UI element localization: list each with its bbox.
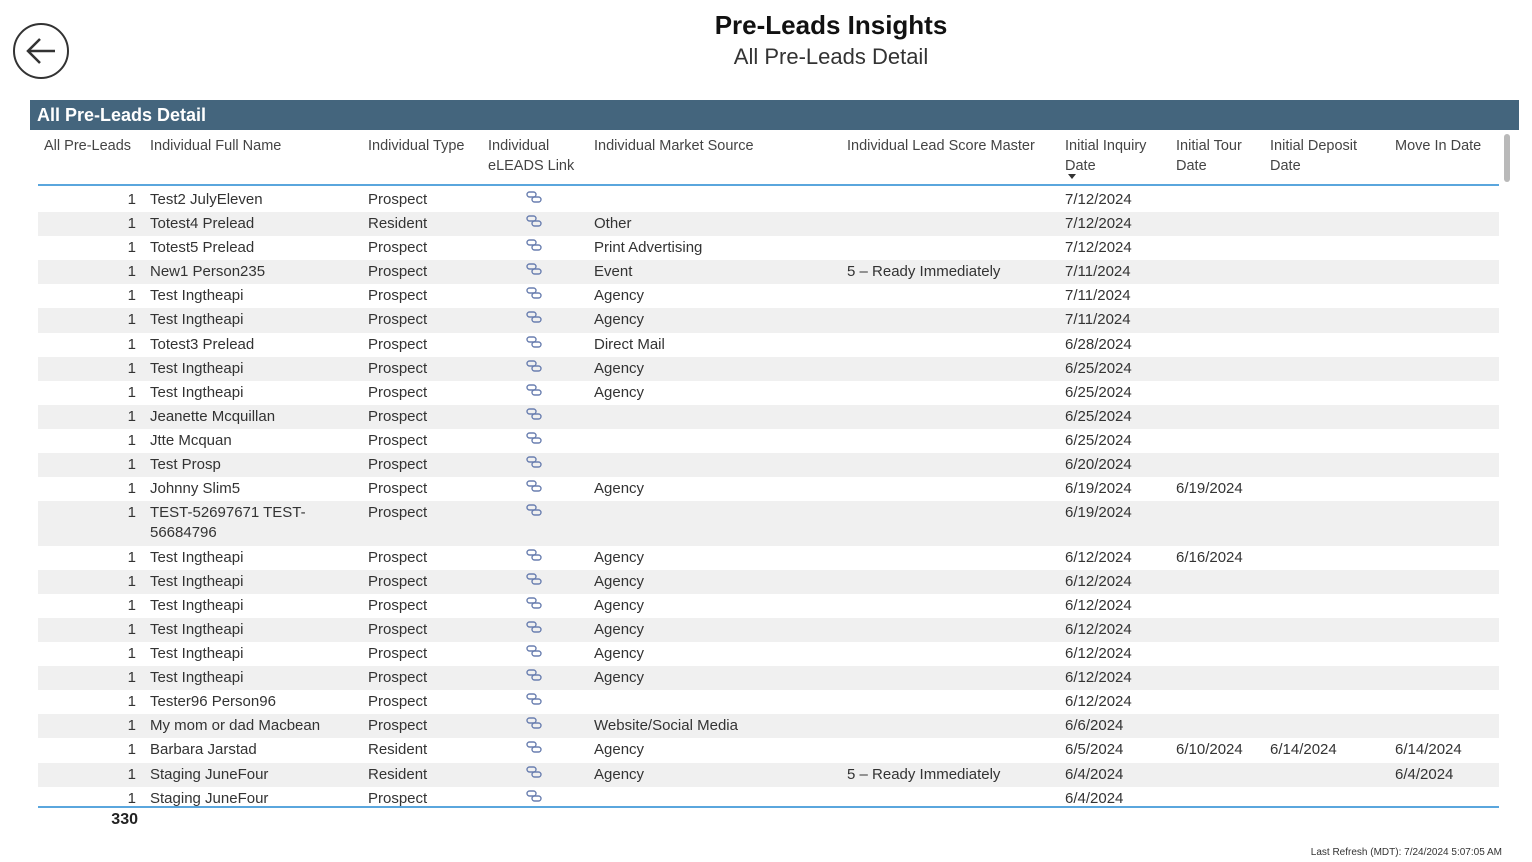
cell-lead-score: 5 – Ready Immediately	[847, 765, 1001, 783]
cell-count: 1	[127, 504, 136, 522]
table-row[interactable]	[38, 333, 1499, 357]
table-row[interactable]	[38, 618, 1499, 642]
cell-inquiry-date: 6/12/2024	[1065, 621, 1132, 638]
eleads-link-icon[interactable]	[526, 620, 542, 640]
eleads-link-icon[interactable]	[526, 668, 542, 688]
column-header-individual-type[interactable]: Individual Type	[368, 138, 465, 154]
cell-inquiry-date: 7/12/2024	[1065, 239, 1132, 257]
cell-inquiry-date: 6/12/2024	[1065, 596, 1132, 614]
page-title: Pre-Leads Insights	[714, 10, 948, 40]
table-row[interactable]	[38, 357, 1499, 381]
cell-individual-type: Prospect	[368, 621, 428, 638]
cell-tour-date: 6/10/2024	[1176, 741, 1243, 759]
cell-count: 1	[127, 431, 136, 449]
cell-market-source: Website/Social Media	[594, 717, 738, 735]
cell-count: 1	[127, 693, 136, 711]
cell-inquiry-date: 6/25/2024	[1065, 407, 1132, 425]
cell-individual-type: Prospect	[368, 407, 428, 425]
eleads-link-icon[interactable]	[526, 214, 542, 234]
cell-individual-type: Prospect	[368, 480, 428, 498]
cell-inquiry-date: 6/12/2024	[1065, 548, 1132, 566]
cell-inquiry-date: 6/6/2024	[1065, 717, 1124, 735]
eleads-link-icon[interactable]	[526, 431, 542, 451]
table-row[interactable]	[38, 787, 1499, 806]
cell-individual-type: Prospect	[368, 191, 428, 208]
cell-market-source: Agency	[594, 669, 645, 687]
page-subtitle: All Pre-Leads Detail	[733, 44, 929, 69]
cell-market-source: Other	[594, 215, 632, 233]
cell-market-source: Print Advertising	[594, 239, 703, 257]
table-column-headers	[38, 132, 1499, 186]
cell-full-name: Test Ingtheapi	[150, 645, 244, 663]
total-count: 330	[111, 811, 138, 828]
cell-full-name: Tester96 Person96	[150, 693, 276, 711]
column-header-eleads-link[interactable]: Individual eLEADS Link	[488, 138, 575, 174]
cell-market-source: Agency	[594, 383, 645, 401]
eleads-link-icon[interactable]	[526, 503, 542, 523]
cell-full-name: Test Ingtheapi	[150, 548, 244, 566]
cell-individual-type: Resident	[368, 741, 428, 759]
cell-individual-type: Prospect	[368, 359, 428, 377]
eleads-link-icon[interactable]	[526, 238, 542, 258]
cell-market-source: Agency	[594, 287, 645, 305]
cell-full-name: Totest5 Prelead	[150, 239, 255, 257]
cell-full-name: Jtte Mcquan	[150, 431, 232, 449]
cell-individual-type: Prospect	[368, 335, 428, 353]
cell-individual-type: Prospect	[368, 239, 428, 257]
table-row[interactable]	[38, 594, 1499, 618]
cell-count: 1	[127, 407, 136, 425]
cell-count: 1	[127, 789, 136, 806]
table-row[interactable]	[38, 236, 1499, 260]
eleads-link-icon[interactable]	[526, 692, 542, 712]
table-row[interactable]	[38, 477, 1499, 501]
cell-inquiry-date: 7/12/2024	[1065, 191, 1132, 208]
cell-count: 1	[127, 383, 136, 401]
eleads-link-icon[interactable]	[526, 190, 542, 210]
cell-individual-type: Prospect	[368, 263, 428, 281]
cell-full-name: Test Ingtheapi	[150, 359, 244, 377]
column-header-initial-tour-date[interactable]: Initial Tour Date	[1176, 138, 1242, 174]
eleads-link-icon[interactable]	[526, 765, 542, 785]
cell-count: 1	[127, 263, 136, 281]
table-row[interactable]	[38, 642, 1499, 666]
cell-individual-type: Prospect	[368, 456, 428, 474]
cell-market-source: Event	[594, 263, 633, 281]
cell-inquiry-date: 6/12/2024	[1065, 645, 1132, 663]
eleads-link-icon[interactable]	[526, 359, 542, 379]
cell-full-name: Test Ingtheapi	[150, 621, 244, 638]
table-row[interactable]	[38, 546, 1499, 570]
cell-inquiry-date: 6/5/2024	[1065, 741, 1124, 759]
cell-inquiry-date: 6/12/2024	[1065, 572, 1132, 590]
table-row[interactable]	[38, 260, 1499, 284]
column-header-move-in-date[interactable]: Move In Date	[1395, 138, 1482, 154]
cell-count: 1	[127, 287, 136, 305]
cell-deposit-date: 6/14/2024	[1270, 741, 1337, 759]
cell-market-source: Agency	[594, 621, 645, 638]
table-row[interactable]	[38, 381, 1499, 405]
cell-full-name: Test Ingtheapi	[150, 669, 244, 687]
table-row[interactable]	[38, 453, 1499, 477]
cell-move-in-date: 6/14/2024	[1395, 741, 1462, 759]
cell-count: 1	[127, 335, 136, 353]
cell-market-source: Agency	[594, 596, 645, 614]
cell-individual-type: Prospect	[368, 548, 428, 566]
cell-inquiry-date: 6/19/2024	[1065, 504, 1132, 522]
cell-full-name: TEST-52697671 TEST-56684796	[150, 504, 306, 542]
cell-inquiry-date: 6/20/2024	[1065, 456, 1132, 474]
cell-inquiry-date: 6/25/2024	[1065, 359, 1132, 377]
cell-count: 1	[127, 572, 136, 590]
cell-market-source: Direct Mail	[594, 335, 665, 353]
table-body	[38, 188, 1499, 806]
cell-individual-type: Prospect	[368, 431, 428, 449]
cell-count: 1	[127, 191, 136, 208]
column-header-lead-score[interactable]: Individual Lead Score Master	[847, 138, 1035, 154]
table-row[interactable]	[38, 308, 1499, 332]
last-refresh-text: Last Refresh (MDT): 7/24/2024 5:07:05 AM	[1310, 847, 1502, 858]
table-row[interactable]	[38, 501, 1499, 546]
cell-count: 1	[127, 311, 136, 329]
cell-individual-type: Resident	[368, 215, 428, 233]
table-row[interactable]	[38, 666, 1499, 690]
cell-individual-type: Prospect	[368, 789, 428, 806]
cell-individual-type: Prospect	[368, 693, 428, 711]
cell-individual-type: Prospect	[368, 504, 428, 522]
cell-count: 1	[127, 215, 136, 233]
table-row[interactable]	[38, 188, 1499, 212]
cell-full-name: Test Ingtheapi	[150, 383, 244, 401]
cell-count: 1	[127, 359, 136, 377]
cell-individual-type: Prospect	[368, 645, 428, 663]
cell-move-in-date: 6/4/2024	[1395, 765, 1454, 783]
cell-count: 1	[127, 645, 136, 663]
cell-individual-type: Prospect	[368, 669, 428, 687]
cell-inquiry-date: 7/11/2024	[1065, 287, 1131, 305]
cell-count: 1	[127, 717, 136, 735]
eleads-link-icon[interactable]	[526, 740, 542, 760]
cell-market-source: Agency	[594, 765, 645, 783]
cell-inquiry-date: 7/12/2024	[1065, 215, 1132, 233]
cell-inquiry-date: 6/4/2024	[1065, 765, 1124, 783]
cell-market-source: Agency	[594, 572, 645, 590]
table-row[interactable]	[38, 763, 1499, 787]
eleads-link-icon[interactable]	[526, 644, 542, 664]
cell-inquiry-date: 6/4/2024	[1065, 789, 1124, 806]
column-header-all-pre-leads[interactable]: All Pre-Leads	[44, 138, 132, 154]
cell-count: 1	[127, 480, 136, 498]
cell-individual-type: Prospect	[368, 717, 428, 735]
cell-full-name: Test Ingtheapi	[150, 311, 244, 329]
eleads-link-icon[interactable]	[526, 548, 542, 568]
eleads-link-icon[interactable]	[526, 383, 542, 403]
cell-count: 1	[127, 456, 136, 474]
cell-count: 1	[127, 741, 136, 759]
cell-market-source: Agency	[594, 741, 645, 759]
cell-full-name: Test2 JulyEleven	[150, 191, 263, 208]
table-row[interactable]	[38, 429, 1499, 453]
cell-count: 1	[127, 669, 136, 687]
eleads-link-icon[interactable]	[526, 262, 542, 282]
cell-full-name: Test Ingtheapi	[150, 287, 244, 305]
cell-individual-type: Resident	[368, 765, 428, 783]
column-header-initial-deposit-date[interactable]: Initial Deposit Date	[1270, 138, 1358, 174]
cell-full-name: Test Ingtheapi	[150, 572, 244, 590]
cell-inquiry-date: 6/28/2024	[1065, 335, 1132, 353]
cell-individual-type: Prospect	[368, 311, 428, 329]
eleads-link-icon[interactable]	[526, 479, 542, 499]
column-header-market-source[interactable]: Individual Market Source	[594, 138, 754, 154]
table-row[interactable]	[38, 714, 1499, 738]
cell-individual-type: Prospect	[368, 596, 428, 614]
cell-full-name: Test Prosp	[150, 456, 221, 474]
cell-full-name: Totest3 Prelead	[150, 335, 255, 353]
cell-full-name: New1 Person235	[150, 263, 266, 281]
cell-inquiry-date: 7/11/2024	[1065, 263, 1131, 281]
cell-full-name: Staging JuneFour	[150, 789, 269, 806]
table-row[interactable]	[38, 212, 1499, 236]
cell-individual-type: Prospect	[368, 383, 428, 401]
cell-full-name: Test Ingtheapi	[150, 596, 244, 614]
cell-inquiry-date: 6/12/2024	[1065, 693, 1132, 711]
eleads-link-icon[interactable]	[526, 455, 542, 475]
cell-tour-date: 6/19/2024	[1176, 480, 1243, 498]
cell-full-name: My mom or dad Macbean	[150, 717, 321, 735]
cell-inquiry-date: 6/12/2024	[1065, 669, 1132, 687]
cell-full-name: Totest4 Prelead	[150, 215, 255, 233]
table-title: All Pre-Leads Detail	[30, 100, 1519, 130]
cell-count: 1	[127, 239, 136, 257]
cell-count: 1	[127, 548, 136, 566]
cell-inquiry-date: 6/25/2024	[1065, 383, 1132, 401]
cell-lead-score: 5 – Ready Immediately	[847, 263, 1001, 281]
cell-full-name: Johnny Slim5	[150, 480, 241, 498]
cell-market-source: Agency	[594, 480, 645, 498]
cell-market-source: Agency	[594, 548, 645, 566]
table-row[interactable]	[38, 284, 1499, 308]
cell-market-source: Agency	[594, 645, 645, 663]
eleads-link-icon[interactable]	[526, 286, 542, 306]
eleads-link-icon[interactable]	[526, 310, 542, 330]
cell-market-source: Agency	[594, 359, 645, 377]
eleads-link-icon[interactable]	[526, 407, 542, 427]
cell-inquiry-date: 6/19/2024	[1065, 480, 1132, 498]
vertical-scrollbar[interactable]	[1504, 134, 1510, 182]
table-divider	[38, 806, 1499, 808]
eleads-link-icon[interactable]	[526, 335, 542, 355]
table-row[interactable]	[38, 570, 1499, 594]
cell-count: 1	[127, 596, 136, 614]
cell-full-name: Jeanette Mcquillan	[150, 407, 276, 425]
table-row[interactable]	[38, 690, 1499, 714]
cell-count: 1	[127, 621, 136, 638]
cell-market-source: Agency	[594, 311, 645, 329]
sort-descending-icon	[1068, 174, 1076, 179]
column-header-initial-inquiry-date[interactable]: Initial Inquiry Date	[1065, 138, 1147, 174]
cell-inquiry-date: 6/25/2024	[1065, 431, 1132, 449]
cell-full-name: Staging JuneFour	[150, 765, 269, 783]
cell-tour-date: 6/16/2024	[1176, 548, 1243, 566]
pre-leads-detail-table[interactable]	[30, 100, 1519, 842]
cell-full-name: Barbara Jarstad	[150, 741, 257, 759]
table-row[interactable]	[38, 738, 1499, 762]
column-header-full-name[interactable]: Individual Full Name	[150, 138, 282, 154]
eleads-link-icon[interactable]	[526, 572, 542, 592]
cell-count: 1	[127, 765, 136, 783]
eleads-link-icon[interactable]	[526, 596, 542, 616]
cell-individual-type: Prospect	[368, 572, 428, 590]
eleads-link-icon[interactable]	[526, 789, 542, 806]
eleads-link-icon[interactable]	[526, 716, 542, 736]
cell-inquiry-date: 7/11/2024	[1065, 311, 1131, 329]
table-row[interactable]	[38, 405, 1499, 429]
cell-individual-type: Prospect	[368, 287, 428, 305]
